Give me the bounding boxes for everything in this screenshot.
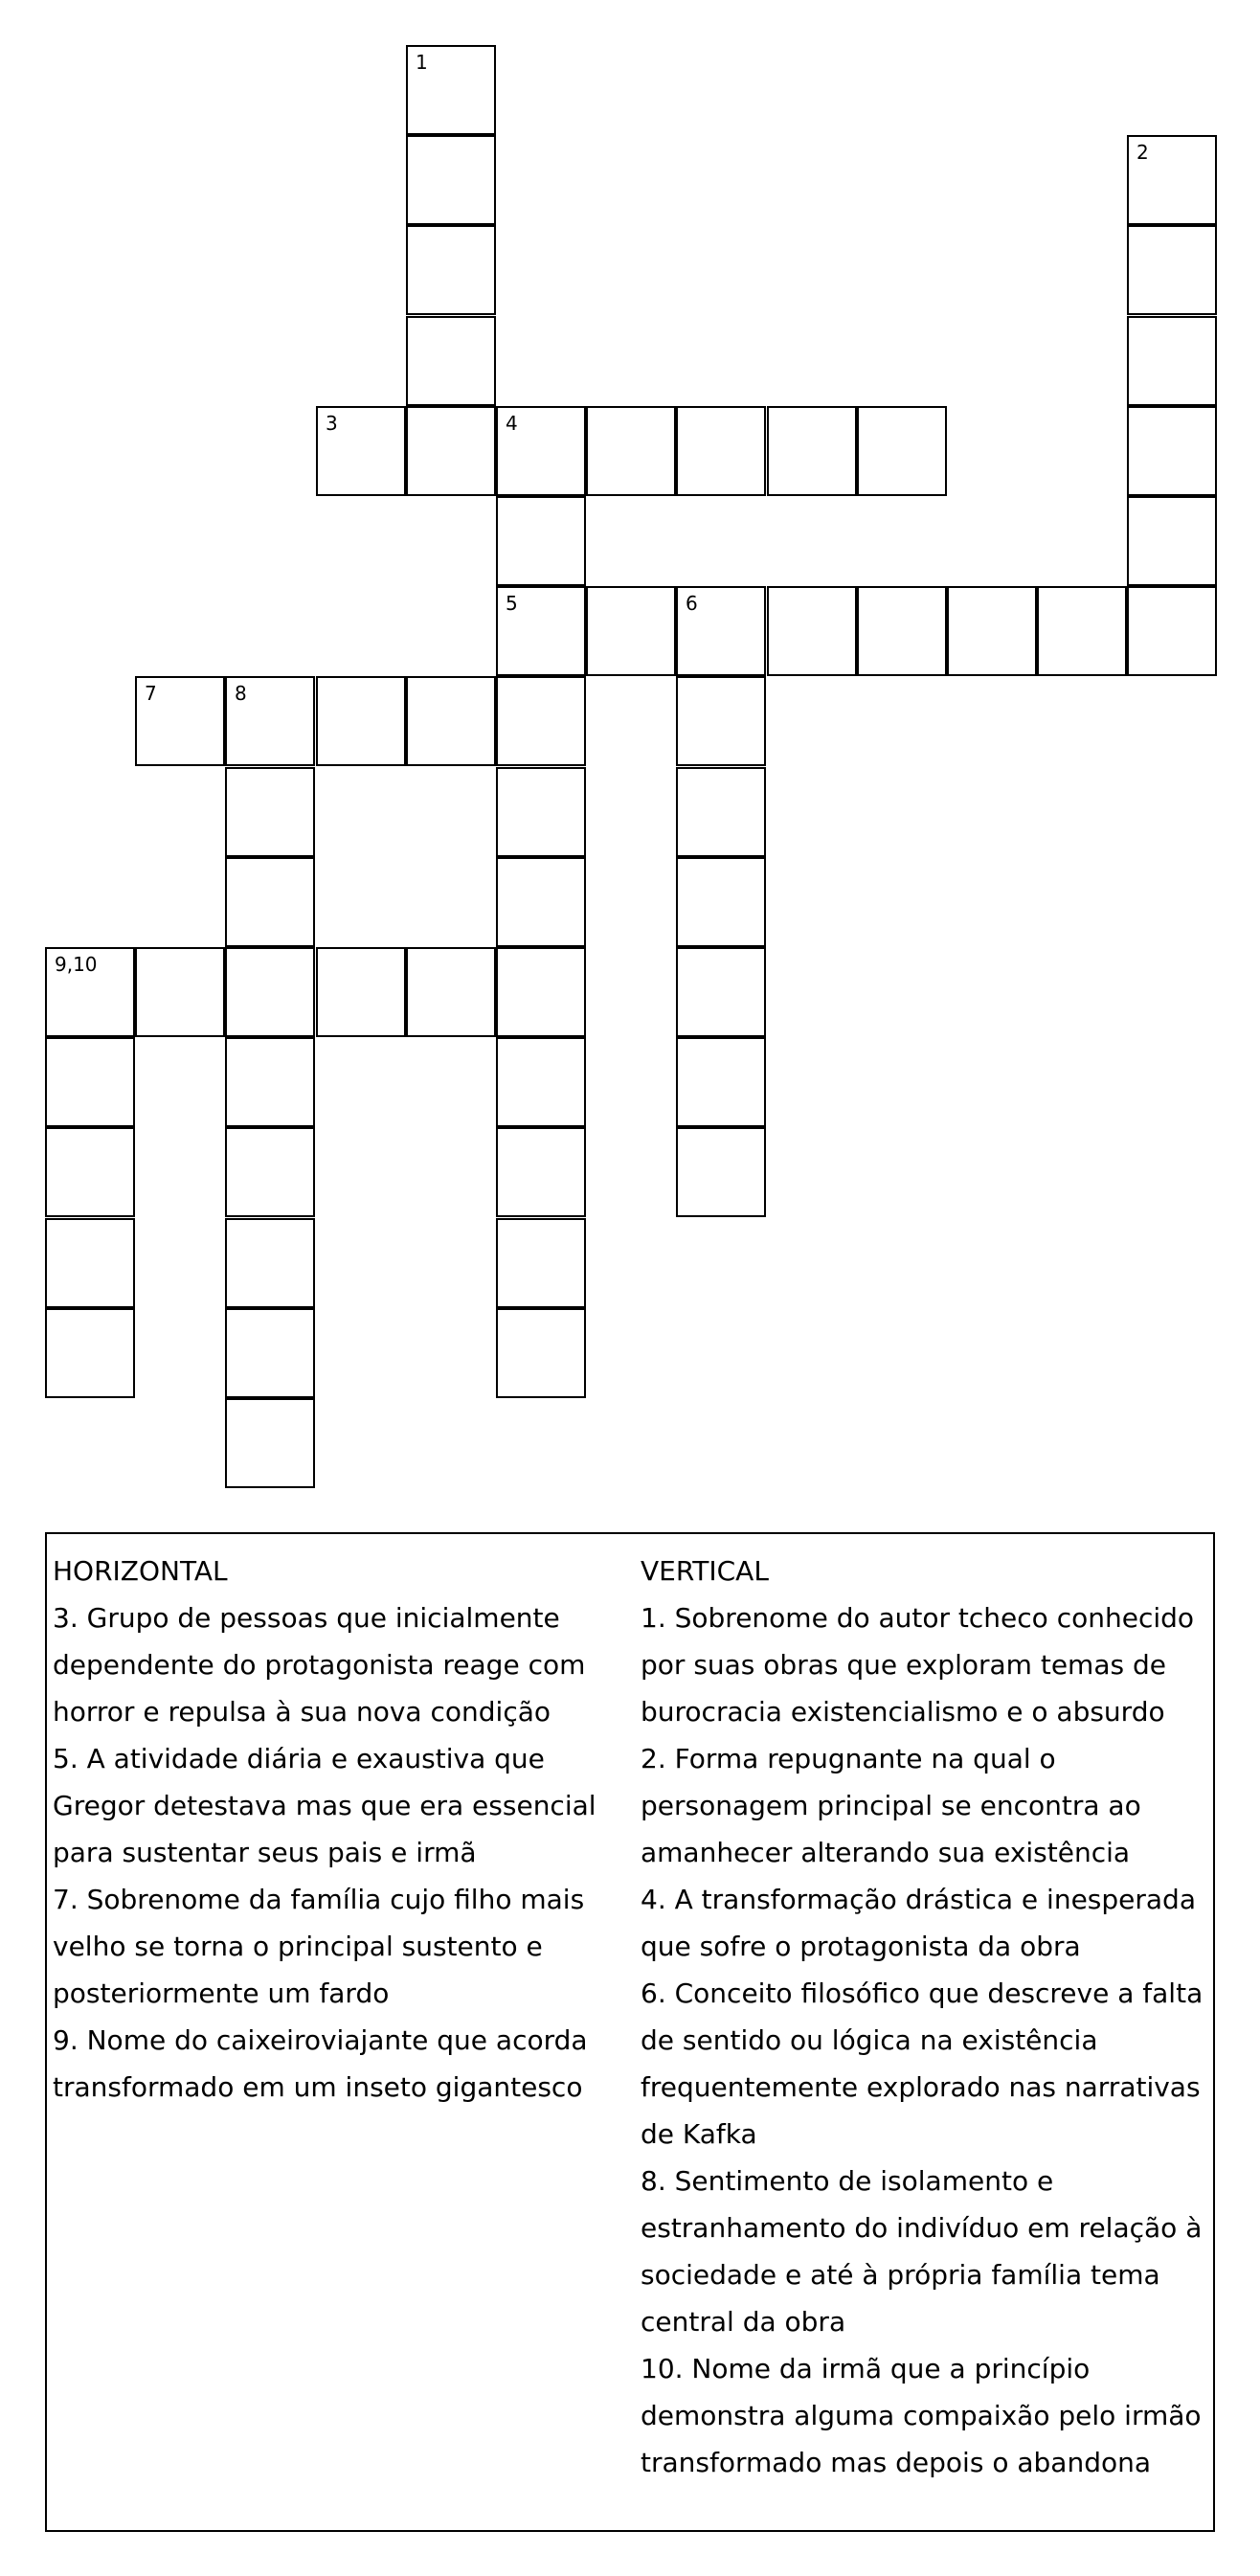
grid-cell[interactable] xyxy=(767,406,857,496)
grid-cell-2[interactable] xyxy=(1127,135,1217,225)
grid-cell[interactable] xyxy=(586,406,676,496)
clue-number: 3 xyxy=(326,412,338,435)
grid-cell-8[interactable] xyxy=(225,676,315,766)
clue-number: 8 xyxy=(235,682,247,705)
grid-cell[interactable] xyxy=(496,857,586,947)
grid-cell[interactable] xyxy=(496,1127,586,1217)
grid-cell[interactable] xyxy=(406,316,496,406)
clue-vertical-10: 10. Nome da irmã que a princípio demonstra alguma compaixão pelo irmão transformado mas depois o abandona xyxy=(641,2353,1202,2478)
grid-cell-1[interactable] xyxy=(406,45,496,135)
clues-panel xyxy=(45,1532,1215,2532)
grid-cell-9-10[interactable] xyxy=(45,947,135,1037)
clue-vertical-2: 2. Forma repugnante na qual o personagem principal se encontra ao amanhecer alterando sua existência xyxy=(641,1743,1141,1868)
grid-cell[interactable] xyxy=(225,857,315,947)
grid-cell[interactable] xyxy=(45,1127,135,1217)
clue-horizontal-9: 9. Nome do caixeiroviajante que acorda transformado em um inseto gigantesco xyxy=(53,2024,588,2103)
clue-number: 5 xyxy=(506,592,518,615)
grid-cell[interactable] xyxy=(676,1037,766,1127)
horizontal-clues xyxy=(53,1548,627,2111)
grid-cell[interactable] xyxy=(225,1398,315,1488)
grid-cell[interactable] xyxy=(857,406,947,496)
grid-cell[interactable] xyxy=(676,857,766,947)
grid-cell[interactable] xyxy=(496,947,586,1037)
grid-cell[interactable] xyxy=(225,1127,315,1217)
grid-cell[interactable] xyxy=(676,1127,766,1217)
grid-cell[interactable] xyxy=(1037,586,1127,676)
clue-vertical-1: 1. Sobrenome do autor tcheco conhecido por suas obras que exploram temas de burocracia existencialismo e o absurdo xyxy=(641,1602,1195,1728)
grid-cell[interactable] xyxy=(1127,225,1217,315)
grid-cell[interactable] xyxy=(496,1037,586,1127)
grid-cell-3[interactable] xyxy=(316,406,406,496)
clue-number: 2 xyxy=(1136,141,1149,164)
horizontal-heading: HORIZONTAL xyxy=(53,1555,228,1587)
clue-number: 7 xyxy=(145,682,157,705)
grid-cell[interactable] xyxy=(135,947,225,1037)
grid-cell[interactable] xyxy=(316,676,406,766)
grid-cell[interactable] xyxy=(1127,406,1217,496)
grid-cell[interactable] xyxy=(225,767,315,857)
clue-horizontal-5: 5. A atividade diária e exaustiva que Gregor detestava mas que era essencial para sustentar seus pais e irmã xyxy=(53,1743,596,1868)
grid-cell[interactable] xyxy=(857,586,947,676)
grid-cell-5[interactable] xyxy=(496,586,586,676)
grid-cell[interactable] xyxy=(225,1037,315,1127)
clue-number: 1 xyxy=(416,51,428,74)
grid-cell[interactable] xyxy=(225,1308,315,1398)
grid-cell[interactable] xyxy=(947,586,1037,676)
grid-cell[interactable] xyxy=(406,676,496,766)
grid-cell[interactable] xyxy=(225,947,315,1037)
grid-cell[interactable] xyxy=(496,767,586,857)
grid-cell[interactable] xyxy=(45,1037,135,1127)
grid-cell[interactable] xyxy=(45,1308,135,1398)
grid-cell[interactable] xyxy=(676,406,766,496)
grid-cell[interactable] xyxy=(496,496,586,586)
grid-cell[interactable] xyxy=(676,947,766,1037)
grid-cell-6[interactable] xyxy=(676,586,766,676)
clue-number: 4 xyxy=(506,412,518,435)
clue-horizontal-7: 7. Sobrenome da família cujo filho mais velho se torna o principal sustento e posteriormente um fardo xyxy=(53,1884,585,2009)
clue-vertical-4: 4. A transformação drástica e inesperada que sofre o protagonista da obra xyxy=(641,1884,1196,1962)
grid-cell[interactable] xyxy=(1127,586,1217,676)
grid-cell[interactable] xyxy=(406,225,496,315)
clue-number: 6 xyxy=(686,592,698,615)
grid-cell[interactable] xyxy=(767,586,857,676)
grid-cell[interactable] xyxy=(406,947,496,1037)
clue-vertical-6: 6. Conceito filosófico que descreve a falta de sentido ou lógica na existência frequentemente explorado nas narrativas de Kafka xyxy=(641,1977,1204,2150)
grid-cell[interactable] xyxy=(406,406,496,496)
grid-cell-4[interactable] xyxy=(496,406,586,496)
grid-cell[interactable] xyxy=(496,1308,586,1398)
grid-cell[interactable] xyxy=(586,586,676,676)
grid-cell[interactable] xyxy=(225,1218,315,1308)
grid-cell[interactable] xyxy=(1127,316,1217,406)
grid-cell[interactable] xyxy=(45,1218,135,1308)
clue-vertical-8: 8. Sentimento de isolamento e estranhamento do indivíduo em relação à sociedade e até à própria família tema central da obra xyxy=(641,2165,1203,2338)
grid-cell-7[interactable] xyxy=(135,676,225,766)
clue-number: 9,10 xyxy=(55,953,98,976)
grid-cell[interactable] xyxy=(1127,496,1217,586)
grid-cell[interactable] xyxy=(676,676,766,766)
vertical-heading: VERTICAL xyxy=(641,1555,769,1587)
grid-cell[interactable] xyxy=(496,676,586,766)
clue-horizontal-3: 3. Grupo de pessoas que inicialmente dependente do protagonista reage com horror e repulsa à sua nova condição xyxy=(53,1602,586,1728)
grid-cell[interactable] xyxy=(316,947,406,1037)
grid-cell[interactable] xyxy=(496,1218,586,1308)
grid-cell[interactable] xyxy=(676,767,766,857)
vertical-clues xyxy=(641,1548,1211,2486)
grid-cell[interactable] xyxy=(406,135,496,225)
